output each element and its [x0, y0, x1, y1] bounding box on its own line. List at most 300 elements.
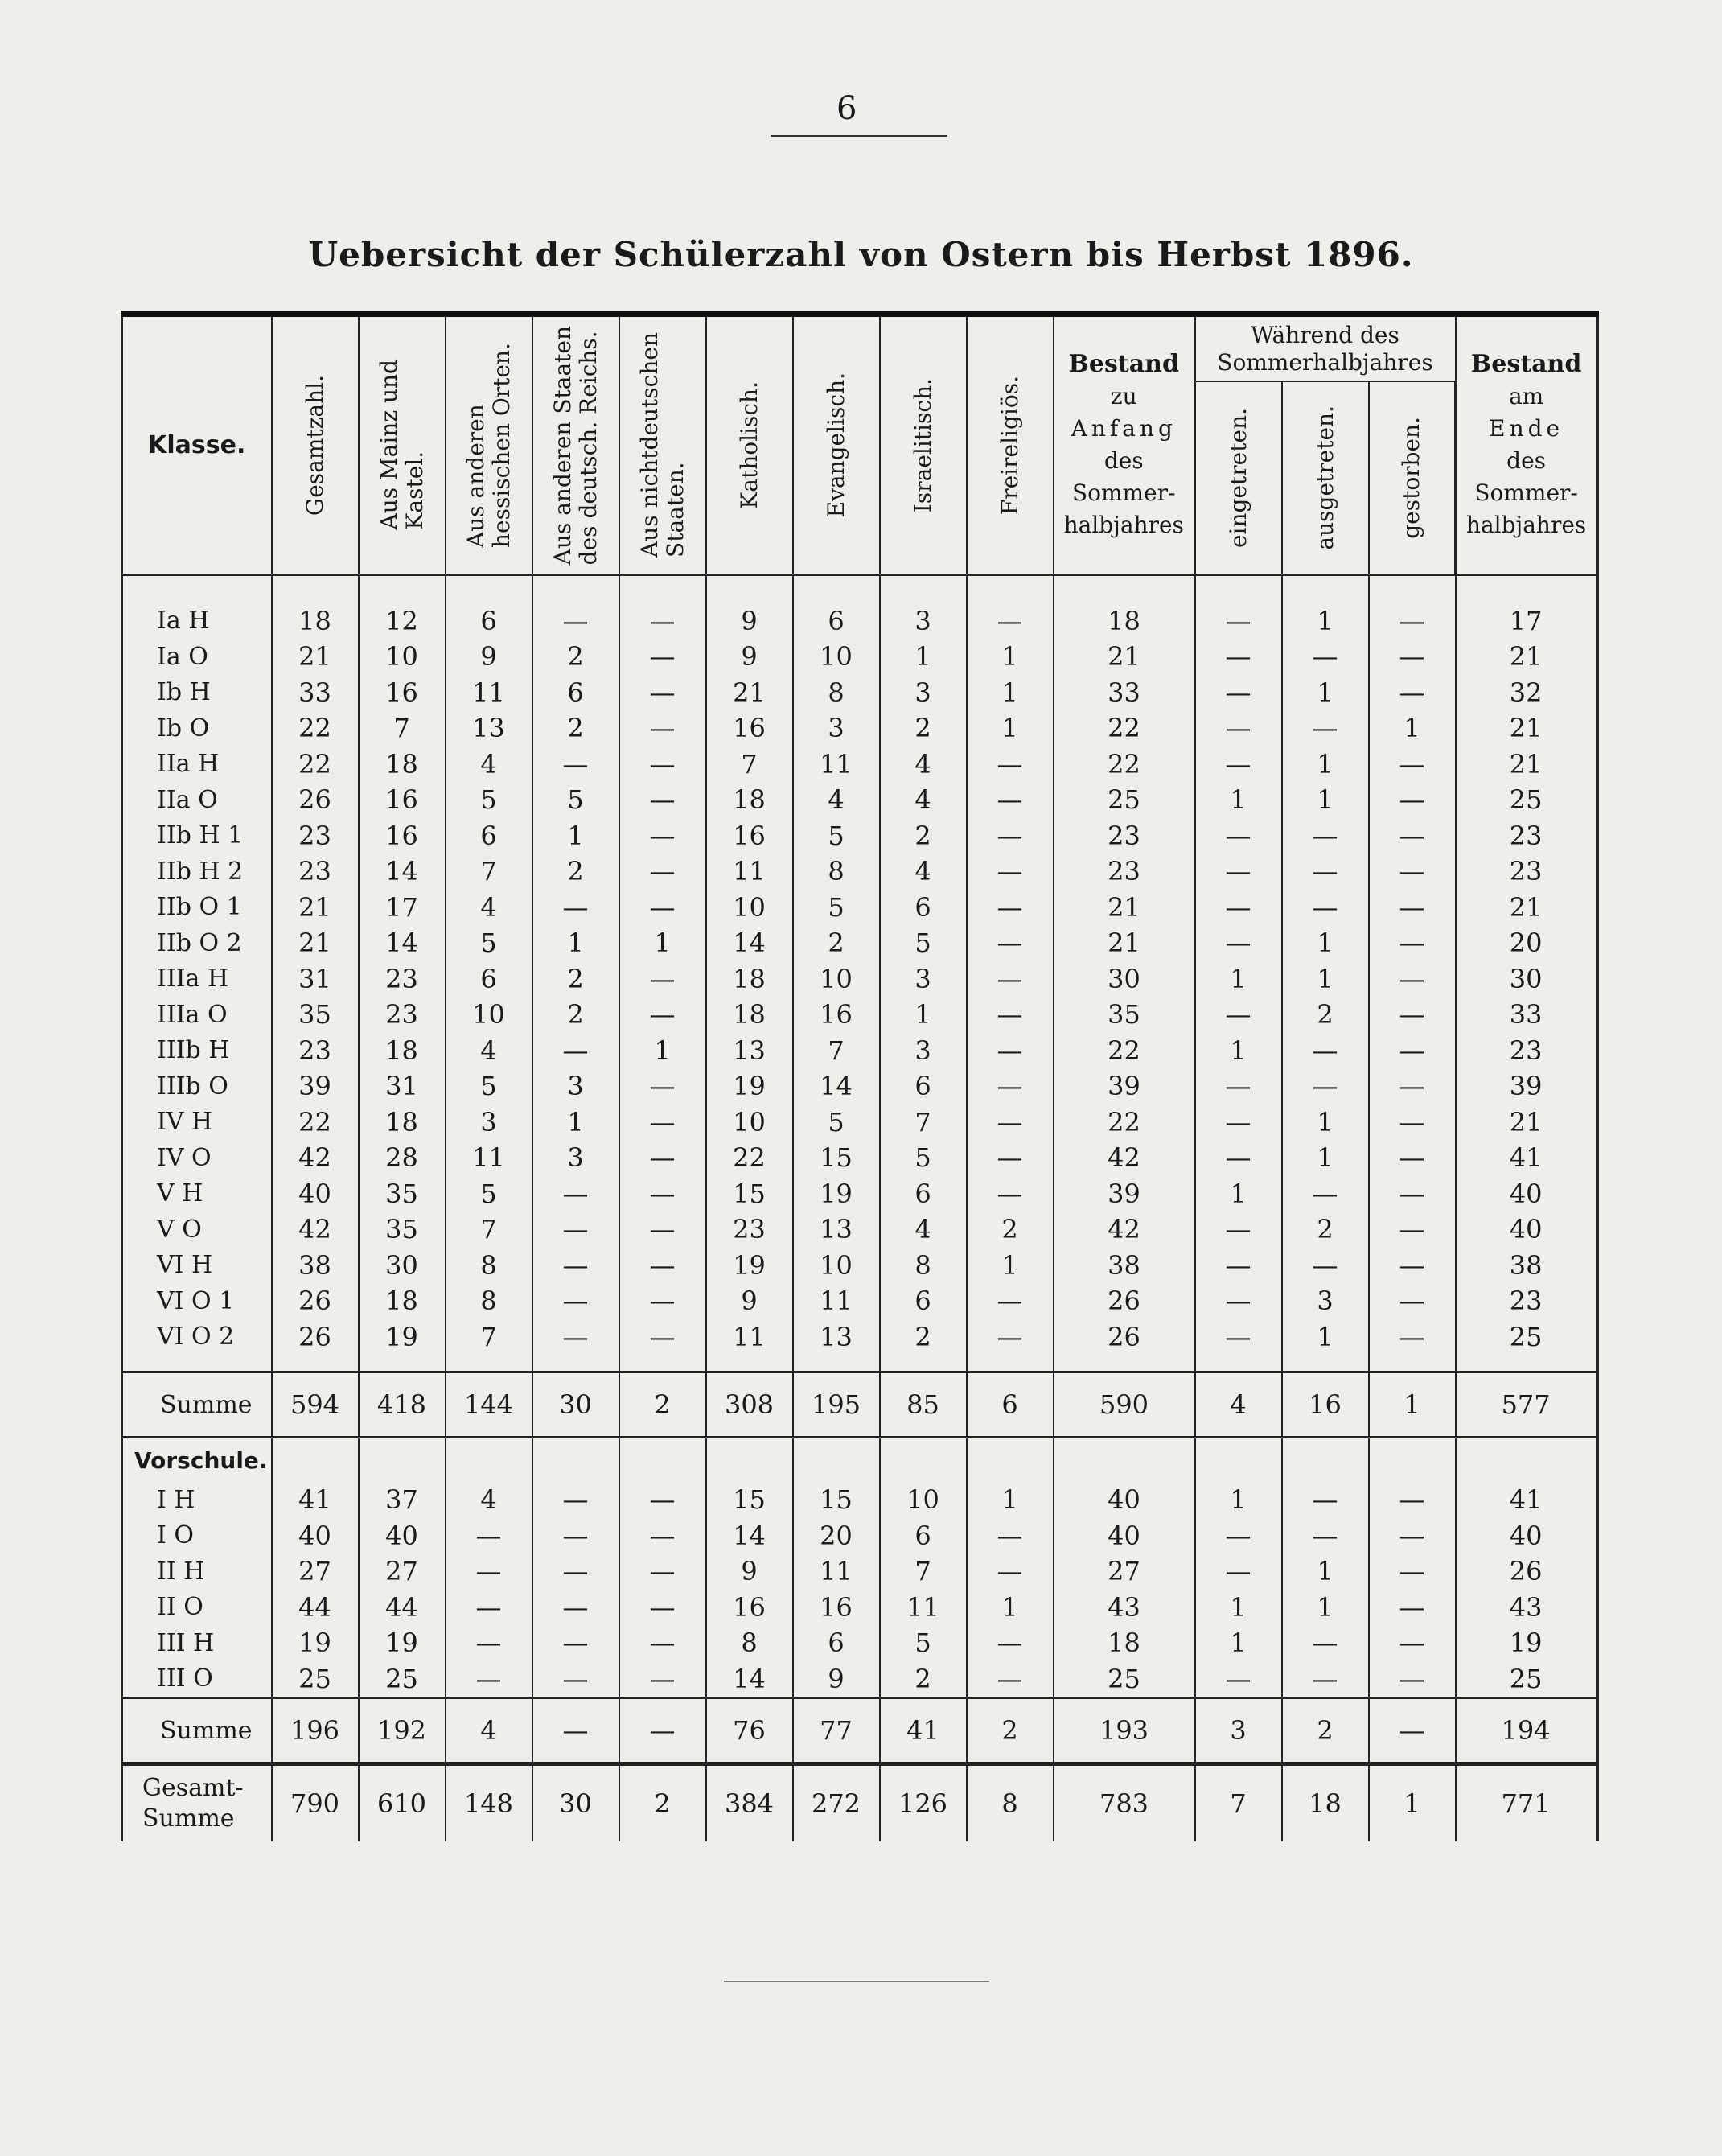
- table-cell: 18: [1054, 574, 1195, 639]
- row-label: IIb H 2: [122, 854, 272, 890]
- table-cell: —: [1369, 1590, 1456, 1626]
- header-waehrend: Während des Sommerhalbjahres: [1195, 317, 1456, 381]
- table-cell: —: [967, 854, 1054, 890]
- table-row: [122, 747, 1597, 783]
- table-cell: 194: [1456, 1698, 1597, 1764]
- table-cell: 25: [272, 1661, 359, 1698]
- table-cell: 610: [359, 1764, 446, 1842]
- table-cell: 1: [1282, 1105, 1369, 1141]
- table-cell: [1054, 1355, 1195, 1372]
- table-cell: 22: [706, 1140, 793, 1176]
- row-label: Ib H: [122, 675, 272, 711]
- table-cell: 5: [446, 925, 532, 961]
- table-cell: 1: [1282, 1553, 1369, 1590]
- table-cell: 25: [1456, 1661, 1597, 1698]
- table-cell: —: [1195, 1140, 1282, 1176]
- table-cell: —: [1369, 925, 1456, 961]
- table-cell: —: [967, 574, 1054, 639]
- table-cell: 11: [706, 1319, 793, 1356]
- table-cell: 25: [1456, 782, 1597, 818]
- table-cell: 1: [1369, 710, 1456, 747]
- table-cell: —: [619, 1212, 706, 1248]
- table-cell: [1054, 1438, 1195, 1483]
- table-cell: —: [619, 1176, 706, 1212]
- table-cell: 9: [793, 1661, 880, 1698]
- table-cell: 11: [446, 675, 532, 711]
- table-cell: 3: [880, 961, 967, 998]
- table-row: [122, 1105, 1597, 1141]
- table-cell: —: [619, 818, 706, 854]
- table-cell: 39: [1054, 1068, 1195, 1105]
- table-cell: 10: [793, 961, 880, 998]
- gesamt-summe-row: [122, 1764, 1597, 1842]
- table-cell: 10: [359, 639, 446, 675]
- table-cell: [880, 1438, 967, 1483]
- header-gestorben: gestorben.: [1369, 381, 1456, 574]
- table-cell: 7: [880, 1553, 967, 1590]
- header-hessische-orte: Aus anderen hessischen Orten.: [446, 317, 532, 574]
- table-cell: [967, 1355, 1054, 1372]
- table-cell: —: [619, 961, 706, 998]
- table-cell: 35: [359, 1176, 446, 1212]
- table-cell: 1: [1195, 1033, 1282, 1069]
- table-cell: 23: [1456, 1033, 1597, 1069]
- table-row: [122, 818, 1597, 854]
- table-cell: 577: [1456, 1372, 1597, 1438]
- table-cell: 39: [272, 1068, 359, 1105]
- header-eingetreten: eingetreten.: [1195, 381, 1282, 574]
- summe-section: [122, 1372, 1597, 1438]
- table-cell: 1: [619, 925, 706, 961]
- table-cell: 16: [359, 818, 446, 854]
- table-cell: 6: [880, 1176, 967, 1212]
- table-cell: —: [967, 925, 1054, 961]
- table-cell: 21: [272, 890, 359, 926]
- bottom-rule: [724, 1981, 989, 1982]
- table-cell: 22: [1054, 710, 1195, 747]
- table-cell: —: [1282, 1625, 1369, 1661]
- table-cell: —: [1369, 639, 1456, 675]
- table-cell: 22: [272, 710, 359, 747]
- table-cell: 23: [359, 961, 446, 998]
- table-cell: 6: [880, 1283, 967, 1319]
- row-label: Ia H: [122, 574, 272, 639]
- table-cell: 25: [1054, 1661, 1195, 1698]
- table-cell: 144: [446, 1372, 532, 1438]
- table-cell: 1: [967, 639, 1054, 675]
- table-cell: 2: [967, 1698, 1054, 1764]
- table-cell: 5: [880, 1140, 967, 1176]
- row-label: Vorschule.: [122, 1438, 272, 1483]
- table-cell: 14: [793, 1068, 880, 1105]
- table-row: [122, 782, 1597, 818]
- table-cell: 22: [1054, 1105, 1195, 1141]
- table-cell: —: [532, 1698, 619, 1764]
- table-row: [122, 1283, 1597, 1319]
- table-cell: 25: [359, 1661, 446, 1698]
- table-cell: 19: [706, 1068, 793, 1105]
- table-cell: —: [619, 747, 706, 783]
- table-cell: 26: [1054, 1319, 1195, 1356]
- table-cell: —: [619, 1068, 706, 1105]
- table-cell: 27: [1054, 1553, 1195, 1590]
- table-cell: 148: [446, 1764, 532, 1842]
- table-cell: 77: [793, 1698, 880, 1764]
- table-cell: 308: [706, 1372, 793, 1438]
- table-cell: 1: [967, 675, 1054, 711]
- table-cell: —: [619, 1482, 706, 1518]
- table-cell: 13: [793, 1212, 880, 1248]
- table-cell: 1: [1282, 925, 1369, 961]
- table-cell: 196: [272, 1698, 359, 1764]
- table-cell: 19: [272, 1625, 359, 1661]
- table-cell: —: [446, 1553, 532, 1590]
- header-evangelisch: Evangelisch.: [793, 317, 880, 574]
- table-cell: 13: [706, 1033, 793, 1069]
- table-cell: 18: [359, 1283, 446, 1319]
- table-cell: [967, 1438, 1054, 1483]
- table-cell: 1: [1369, 1764, 1456, 1842]
- table-cell: 26: [1456, 1553, 1597, 1590]
- table-cell: —: [1195, 925, 1282, 961]
- table-cell: 5: [446, 1176, 532, 1212]
- table-cell: —: [1282, 1482, 1369, 1518]
- table-cell: —: [619, 675, 706, 711]
- table-cell: —: [1369, 1140, 1456, 1176]
- table-cell: 5: [880, 1625, 967, 1661]
- table-row: [122, 1553, 1597, 1590]
- table-cell: 5: [793, 890, 880, 926]
- table-cell: 43: [1456, 1590, 1597, 1626]
- row-label: IIIa H: [122, 961, 272, 998]
- table-cell: 18: [1282, 1764, 1369, 1842]
- table-cell: 10: [793, 1248, 880, 1284]
- table-cell: [1195, 1438, 1282, 1483]
- table-cell: —: [1282, 854, 1369, 890]
- table-cell: 23: [1456, 1283, 1597, 1319]
- table-cell: 39: [1456, 1068, 1597, 1105]
- table-cell: 23: [272, 1033, 359, 1069]
- table-cell: 15: [706, 1482, 793, 1518]
- table-cell: 1: [967, 710, 1054, 747]
- table-cell: 33: [272, 675, 359, 711]
- table-cell: 18: [706, 997, 793, 1033]
- table-cell: 21: [1456, 710, 1597, 747]
- row-label: III O: [122, 1661, 272, 1698]
- table-cell: —: [619, 1553, 706, 1590]
- table-cell: 1: [1282, 1319, 1369, 1356]
- table-cell: [532, 1355, 619, 1372]
- table-cell: 272: [793, 1764, 880, 1842]
- row-label: IIIb O: [122, 1068, 272, 1105]
- table-cell: —: [446, 1590, 532, 1626]
- table-cell: 21: [272, 639, 359, 675]
- table-cell: 40: [272, 1518, 359, 1554]
- table-cell: 22: [1054, 1033, 1195, 1069]
- table-cell: 6: [446, 574, 532, 639]
- table-cell: 27: [359, 1553, 446, 1590]
- table-cell: 1: [1282, 747, 1369, 783]
- table-cell: —: [1195, 1212, 1282, 1248]
- table-cell: —: [619, 997, 706, 1033]
- table-cell: 1: [967, 1482, 1054, 1518]
- table-cell: 38: [1456, 1248, 1597, 1284]
- row-label: Summe: [122, 1698, 272, 1764]
- table-cell: [619, 1355, 706, 1372]
- table-cell: 8: [706, 1625, 793, 1661]
- table-cell: 13: [446, 710, 532, 747]
- table-cell: [706, 1355, 793, 1372]
- table-cell: 6: [793, 1625, 880, 1661]
- header-mainz-kastel: Aus Mainz und Kastel.: [359, 317, 446, 574]
- table-cell: 23: [1054, 818, 1195, 854]
- row-label: [122, 1355, 272, 1372]
- table-cell: —: [967, 961, 1054, 998]
- table-cell: 21: [1456, 639, 1597, 675]
- table-cell: 10: [706, 1105, 793, 1141]
- table-cell: 21: [272, 925, 359, 961]
- table-cell: —: [532, 1590, 619, 1626]
- table-cell: 8: [793, 675, 880, 711]
- table-cell: —: [967, 1140, 1054, 1176]
- table-cell: —: [1282, 890, 1369, 926]
- table-cell: —: [1369, 1212, 1456, 1248]
- table-cell: 16: [1282, 1372, 1369, 1438]
- table-cell: [359, 1355, 446, 1372]
- table-cell: —: [967, 782, 1054, 818]
- table-cell: 18: [706, 961, 793, 998]
- row-label: IV H: [122, 1105, 272, 1141]
- table-cell: —: [532, 1248, 619, 1284]
- table-cell: 22: [272, 747, 359, 783]
- table-cell: [1456, 1438, 1597, 1483]
- table-cell: —: [967, 1661, 1054, 1698]
- table-cell: 15: [706, 1176, 793, 1212]
- table-cell: 2: [532, 639, 619, 675]
- table-cell: 1: [1195, 1625, 1282, 1661]
- table-cell: 6: [446, 961, 532, 998]
- table-cell: —: [619, 1625, 706, 1661]
- spacer-row: [122, 1355, 1597, 1372]
- table-cell: 17: [359, 890, 446, 926]
- table-cell: 3: [532, 1068, 619, 1105]
- table-cell: 8: [793, 854, 880, 890]
- table-cell: —: [967, 1625, 1054, 1661]
- row-label: I H: [122, 1482, 272, 1518]
- table-row: [122, 710, 1597, 747]
- table-cell: 1: [1282, 782, 1369, 818]
- table-cell: 4: [446, 747, 532, 783]
- table-cell: —: [1369, 1625, 1456, 1661]
- table-cell: —: [619, 1319, 706, 1356]
- table-cell: 14: [706, 1518, 793, 1554]
- table-cell: —: [532, 1319, 619, 1356]
- table-cell: 30: [1456, 961, 1597, 998]
- table-cell: 195: [793, 1372, 880, 1438]
- table-cell: 193: [1054, 1698, 1195, 1764]
- row-label: II O: [122, 1590, 272, 1626]
- table-cell: 20: [793, 1518, 880, 1554]
- table-cell: —: [1369, 1283, 1456, 1319]
- table-cell: 1: [1369, 1372, 1456, 1438]
- table-cell: 40: [1456, 1212, 1597, 1248]
- table-cell: —: [967, 1105, 1054, 1141]
- table-cell: 35: [359, 1212, 446, 1248]
- row-label: III H: [122, 1625, 272, 1661]
- table-cell: 3: [446, 1105, 532, 1141]
- table-cell: 1: [967, 1590, 1054, 1626]
- table-cell: 13: [793, 1319, 880, 1356]
- table-cell: 12: [359, 574, 446, 639]
- row-label: Ia O: [122, 639, 272, 675]
- table-cell: —: [619, 782, 706, 818]
- table-cell: [793, 1438, 880, 1483]
- table-cell: 3: [1282, 1283, 1369, 1319]
- table-cell: 2: [967, 1212, 1054, 1248]
- table-cell: 2: [532, 710, 619, 747]
- table-cell: 21: [1456, 1105, 1597, 1141]
- header-bestand-anfang: Bestand zu Anfang des Sommer- halbjahres: [1054, 317, 1195, 574]
- table-cell: [1456, 1355, 1597, 1372]
- table-cell: 590: [1054, 1372, 1195, 1438]
- table-cell: —: [1369, 961, 1456, 998]
- table-cell: —: [1369, 782, 1456, 818]
- table-cell: 2: [532, 854, 619, 890]
- table-cell: 21: [1054, 890, 1195, 926]
- table-cell: 22: [272, 1105, 359, 1141]
- table-cell: —: [1282, 1518, 1369, 1554]
- table-cell: 25: [1456, 1319, 1597, 1356]
- table-cell: 21: [1456, 747, 1597, 783]
- row-label: IIa H: [122, 747, 272, 783]
- table-cell: 16: [706, 710, 793, 747]
- table-cell: 7: [793, 1033, 880, 1069]
- table-cell: 16: [793, 1590, 880, 1626]
- table-cell: —: [1195, 574, 1282, 639]
- table-cell: 8: [446, 1283, 532, 1319]
- table-row: [122, 1518, 1597, 1554]
- table-cell: 2: [880, 1661, 967, 1698]
- table-cell: —: [619, 854, 706, 890]
- table-cell: —: [967, 1033, 1054, 1069]
- table-cell: 1: [880, 997, 967, 1033]
- table-cell: 30: [532, 1372, 619, 1438]
- table-cell: 16: [359, 782, 446, 818]
- table-cell: 192: [359, 1698, 446, 1764]
- table-cell: —: [1369, 1698, 1456, 1764]
- table-cell: [359, 1438, 446, 1483]
- table-cell: —: [532, 1625, 619, 1661]
- table-cell: 2: [1282, 1698, 1369, 1764]
- table-cell: 40: [1456, 1176, 1597, 1212]
- table-cell: 10: [706, 890, 793, 926]
- table-cell: —: [967, 747, 1054, 783]
- table-cell: 35: [1054, 997, 1195, 1033]
- table-cell: 15: [793, 1140, 880, 1176]
- table-cell: 18: [272, 574, 359, 639]
- table-cell: 6: [446, 818, 532, 854]
- table-cell: 21: [1456, 890, 1597, 926]
- table-cell: —: [446, 1518, 532, 1554]
- table-cell: 7: [446, 1319, 532, 1356]
- table-cell: 1: [1282, 1590, 1369, 1626]
- table-cell: 1: [880, 639, 967, 675]
- table-cell: [272, 1438, 359, 1483]
- table-cell: 18: [706, 782, 793, 818]
- table-cell: 6: [880, 1518, 967, 1554]
- table-cell: —: [1369, 1482, 1456, 1518]
- table-row: [122, 639, 1597, 675]
- table-cell: 18: [1054, 1625, 1195, 1661]
- table-cell: —: [1369, 1068, 1456, 1105]
- table-cell: 6: [967, 1372, 1054, 1438]
- table-cell: 3: [793, 710, 880, 747]
- table-cell: 4: [446, 1033, 532, 1069]
- table-cell: —: [1195, 1068, 1282, 1105]
- table-cell: —: [1195, 854, 1282, 890]
- table-cell: 85: [880, 1372, 967, 1438]
- row-label: I O: [122, 1518, 272, 1554]
- row-label: VI H: [122, 1248, 272, 1284]
- table-row: [122, 1590, 1597, 1626]
- row-label: IV O: [122, 1140, 272, 1176]
- table-cell: —: [1195, 997, 1282, 1033]
- gymnasium-rows: [122, 574, 1597, 1372]
- table-cell: 42: [272, 1212, 359, 1248]
- table-cell: 594: [272, 1372, 359, 1438]
- row-label: V O: [122, 1212, 272, 1248]
- page-number-rule: [771, 135, 947, 137]
- table-cell: 126: [880, 1764, 967, 1842]
- table-cell: —: [1369, 890, 1456, 926]
- enrollment-table: [121, 311, 1593, 1841]
- table-cell: 5: [446, 1068, 532, 1105]
- table-cell: —: [967, 997, 1054, 1033]
- table-cell: —: [1195, 1248, 1282, 1284]
- table-cell: 6: [532, 675, 619, 711]
- table-cell: 2: [619, 1764, 706, 1842]
- table-cell: [1282, 1438, 1369, 1483]
- table-cell: 6: [880, 890, 967, 926]
- table-cell: 10: [793, 639, 880, 675]
- table-cell: —: [1282, 818, 1369, 854]
- row-label: II H: [122, 1553, 272, 1590]
- row-label: Summe: [122, 1372, 272, 1438]
- table-cell: —: [1369, 1518, 1456, 1554]
- table-cell: 21: [1054, 925, 1195, 961]
- table-cell: 41: [272, 1482, 359, 1518]
- table-row: [122, 1248, 1597, 1284]
- table-cell: 31: [359, 1068, 446, 1105]
- table-cell: 11: [793, 1283, 880, 1319]
- table-cell: —: [532, 1553, 619, 1590]
- page-title: Uebersicht der Schülerzahl von Ostern bis Herbst 1896.: [308, 235, 1414, 274]
- header-katholisch: Katholisch.: [706, 317, 793, 574]
- table-cell: 783: [1054, 1764, 1195, 1842]
- header-deutsche-staaten: Aus anderen Staaten des deutsch. Reichs.: [532, 317, 619, 574]
- header-bestand-ende: Bestand am Ende des Sommer- halbjahres: [1456, 317, 1597, 574]
- table-cell: —: [619, 1140, 706, 1176]
- table-cell: 1: [1195, 1590, 1282, 1626]
- table-cell: 40: [272, 1176, 359, 1212]
- table-cell: 44: [359, 1590, 446, 1626]
- table-cell: —: [1369, 818, 1456, 854]
- table-cell: 23: [1456, 854, 1597, 890]
- table-cell: 2: [1282, 997, 1369, 1033]
- table-cell: [1369, 1355, 1456, 1372]
- table-cell: 18: [359, 1033, 446, 1069]
- table-cell: 30: [359, 1248, 446, 1284]
